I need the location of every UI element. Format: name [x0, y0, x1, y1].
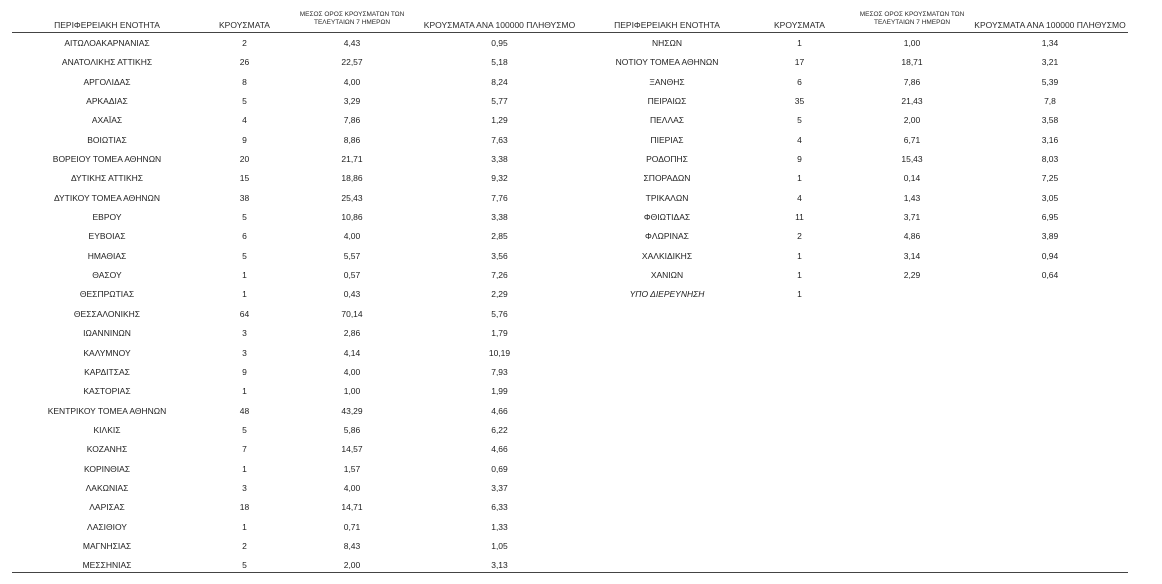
cell-per100k: 2,85 [491, 231, 508, 242]
table-row [582, 207, 1128, 226]
cell-per100k: 0,94 [1041, 250, 1059, 261]
table-row [12, 130, 582, 149]
cell-region: ΚΟΡΙΝΘΙΑΣ [83, 463, 131, 474]
header-avg-line1: ΜΕΣΟΣ ΟΡΟΣ ΚΡΟΥΣΜΑΤΩΝ ΤΩΝ [859, 11, 965, 18]
cell-region: ΦΛΩΡΙΝΑΣ [645, 231, 689, 242]
table-row [582, 110, 1128, 129]
table-row [582, 226, 1128, 245]
cell-avg: 18,86 [341, 173, 363, 184]
cell-avg: 5,57 [343, 250, 361, 261]
cell-avg: 21,43 [901, 96, 923, 107]
cell-region: ΞΑΝΘΗΣ [649, 76, 685, 87]
cell-cases: 2 [797, 231, 802, 242]
cell-per100k: 5,18 [491, 57, 508, 68]
cell-cases: 8 [242, 76, 247, 87]
cell-cases: 1 [242, 270, 247, 281]
table-row [12, 459, 582, 478]
cell-avg: 4,00 [343, 366, 361, 377]
cell-cases: 1 [797, 270, 802, 281]
cell-region: ΧΑΝΙΩΝ [650, 270, 684, 281]
cell-region: ΑΡΓΟΛΙΔΑΣ [83, 76, 131, 87]
right-table-body [582, 33, 1128, 304]
cell-region: ΚΑΣΤΟΡΙΑΣ [83, 386, 131, 397]
cell-region: ΝΟΤΙΟΥ ΤΟΜΕΑ ΑΘΗΝΩΝ [615, 57, 719, 68]
cell-region: ΒΟΙΩΤΙΑΣ [87, 134, 127, 145]
cell-region: ΗΜΑΘΙΑΣ [87, 250, 127, 261]
table-row [12, 149, 582, 168]
cell-cases: 5 [242, 560, 247, 571]
table-row [12, 381, 582, 400]
cell-per100k: 3,21 [1041, 57, 1059, 68]
table-row [582, 130, 1128, 149]
cell-avg: 10,86 [341, 212, 363, 223]
cell-avg: 4,00 [343, 76, 361, 87]
table-row [12, 168, 582, 187]
cell-avg: 25,43 [341, 192, 363, 203]
cell-per100k: 6,95 [1041, 212, 1059, 223]
cell-cases: 1 [797, 38, 802, 48]
cell-cases: 15 [239, 173, 250, 184]
cell-cases: 4 [797, 192, 802, 203]
table-row [582, 168, 1128, 187]
table-row [582, 33, 1128, 52]
table-row [12, 343, 582, 362]
cell-per100k: 1,29 [491, 115, 508, 126]
cell-per100k: 3,89 [1041, 231, 1059, 242]
cell-region: ΚΟΖΑΝΗΣ [86, 444, 128, 455]
table-row [582, 91, 1128, 110]
cell-cases: 9 [242, 366, 247, 377]
cell-avg: 0,43 [343, 289, 361, 300]
table-row [582, 284, 1128, 303]
header-avg-line2: ΤΕΛΕΥΤΑΙΩΝ 7 ΗΜΕΡΩΝ [313, 19, 391, 26]
table-row [12, 188, 582, 207]
cell-per100k: 7,25 [1041, 173, 1059, 184]
cell-per100k: 6,22 [491, 424, 508, 435]
cell-cases: 6 [242, 231, 247, 242]
cell-per100k: 1,34 [1041, 38, 1059, 48]
cell-region: ΠΕΙΡΑΙΩΣ [647, 96, 687, 107]
table-row [12, 478, 582, 497]
table-row [582, 149, 1128, 168]
cell-avg: 0,57 [343, 270, 361, 281]
cell-region: ΘΑΣΟΥ [92, 270, 122, 281]
cell-cases: 3 [242, 482, 247, 493]
cell-cases: 1 [242, 521, 247, 532]
cell-per100k: 3,56 [491, 250, 508, 261]
cell-per100k: 3,13 [491, 560, 508, 571]
cell-per100k: 1,99 [491, 386, 508, 397]
cell-per100k: 5,39 [1041, 76, 1059, 87]
cell-cases: 2 [242, 540, 247, 551]
cell-cases: 64 [239, 308, 250, 319]
cell-region: ΔΥΤΙΚΟΥ ΤΟΜΕΑ ΑΘΗΝΩΝ [53, 192, 161, 203]
cell-region: ΔΥΤΙΚΗΣ ΑΤΤΙΚΗΣ [70, 173, 144, 184]
left-table-header [12, 0, 582, 33]
cell-region: ΠΙΕΡΙΑΣ [650, 134, 684, 145]
cell-per100k: 8,24 [491, 76, 508, 87]
cell-avg: 4,86 [903, 231, 921, 242]
cell-cases: 2 [242, 38, 247, 48]
cell-cases: 9 [797, 154, 802, 165]
cell-per100k: 1,05 [491, 540, 508, 551]
cell-avg: 6,71 [903, 134, 921, 145]
header-region: ΠΕΡΙΦΕΡΕΙΑΚΗ ΕΝΟΤΗΤΑ [54, 20, 160, 30]
table-row [12, 362, 582, 381]
cell-cases: 1 [242, 289, 247, 300]
cell-cases: 4 [797, 134, 802, 145]
cell-region: ΛΑΚΩΝΙΑΣ [85, 482, 129, 493]
table-row [12, 207, 582, 226]
cell-cases: 6 [797, 76, 802, 87]
cell-avg: 7,86 [343, 115, 361, 126]
cell-region: ΠΕΛΛΑΣ [649, 115, 685, 126]
cell-per100k: 7,26 [491, 270, 508, 281]
cell-region: ΘΕΣΣΑΛΟΝΙΚΗΣ [73, 308, 141, 319]
table-row [12, 401, 582, 420]
cell-cases: 5 [242, 212, 247, 223]
cell-avg: 22,57 [341, 57, 363, 68]
cell-cases: 1 [242, 463, 247, 474]
cell-region: ΑΡΚΑΔΙΑΣ [86, 96, 128, 107]
cell-avg: 4,00 [343, 231, 361, 242]
cell-cases: 48 [239, 405, 250, 416]
cell-cases: 9 [242, 134, 247, 145]
cell-region: ΚΕΝΤΡΙΚΟΥ ΤΟΜΕΑ ΑΘΗΝΩΝ [47, 405, 167, 416]
table-row [12, 304, 582, 323]
cell-cases: 5 [242, 424, 247, 435]
header-avg [287, 11, 417, 27]
cell-per100k: 7,8 [1044, 96, 1056, 107]
cell-avg: 8,43 [343, 540, 361, 551]
cell-per100k: 2,29 [491, 289, 508, 300]
cell-avg: 2,00 [343, 560, 361, 571]
cell-avg: 18,71 [901, 57, 923, 68]
cell-avg: 1,00 [343, 386, 361, 397]
left-table [12, 0, 582, 575]
cell-cases: 5 [797, 115, 802, 126]
cell-avg: 7,86 [903, 76, 921, 87]
cell-per100k: 3,05 [1041, 192, 1059, 203]
cell-per100k: 0,95 [491, 38, 508, 48]
cell-cases: 1 [797, 289, 802, 300]
cell-per100k: 1,79 [491, 328, 508, 339]
left-table-body [12, 33, 582, 575]
table-row [12, 265, 582, 284]
table-row [12, 284, 582, 303]
table-row [12, 536, 582, 555]
table-row [582, 72, 1128, 91]
table-row [12, 33, 582, 52]
cell-avg: 15,43 [901, 154, 923, 165]
cell-region: ΒΟΡΕΙΟΥ ΤΟΜΕΑ ΑΘΗΝΩΝ [52, 154, 162, 165]
cell-per100k: 10,19 [488, 347, 511, 358]
cell-cases: 35 [794, 96, 805, 107]
cell-per100k: 7,93 [491, 366, 508, 377]
table-row [12, 91, 582, 110]
table-row [12, 110, 582, 129]
cell-cases: 1 [797, 173, 802, 184]
cell-avg: 70,14 [341, 308, 363, 319]
cell-cases: 3 [242, 328, 247, 339]
cell-avg: 2,00 [903, 115, 921, 126]
cell-avg: 5,86 [343, 424, 361, 435]
cell-region: ΜΕΣΣΗΝΙΑΣ [82, 560, 132, 571]
table-row [12, 497, 582, 516]
right-table-header [582, 0, 1128, 33]
header-avg-line2: ΤΕΛΕΥΤΑΙΩΝ 7 ΗΜΕΡΩΝ [873, 19, 951, 26]
cell-region: ΙΩΑΝΝΙΝΩΝ [83, 328, 131, 339]
cell-cases: 1 [242, 386, 247, 397]
header-region: ΠΕΡΙΦΕΡΕΙΑΚΗ ΕΝΟΤΗΤΑ [614, 20, 720, 30]
cell-cases: 26 [239, 57, 250, 68]
cell-avg: 1,00 [903, 38, 921, 48]
table-row [12, 517, 582, 536]
cell-per100k: 5,77 [491, 96, 508, 107]
table-row [12, 439, 582, 458]
cell-per100k: 0,64 [1041, 270, 1059, 281]
cell-avg: 8,86 [343, 134, 361, 145]
cell-cases: 3 [242, 347, 247, 358]
cell-per100k: 7,76 [491, 192, 508, 203]
cell-region: ΥΠΟ ΔΙΕΡΕΥΝΗΣΗ [629, 289, 705, 300]
cell-region: ΑΧΑΪΑΣ [91, 115, 123, 126]
table-row [12, 420, 582, 439]
table-row [12, 72, 582, 91]
cell-per100k: 1,33 [491, 521, 508, 532]
cell-per100k: 9,32 [491, 173, 508, 184]
cell-avg: 14,71 [341, 502, 363, 513]
cell-region: ΛΑΡΙΣΑΣ [89, 502, 125, 513]
cell-per100k: 7,63 [491, 134, 508, 145]
cell-region: ΘΕΣΠΡΩΤΙΑΣ [79, 289, 135, 300]
cell-region: ΑΙΤΩΛΟΑΚΑΡΝΑΝΙΑΣ [64, 38, 150, 48]
cell-per100k: 3,38 [491, 212, 508, 223]
cell-avg: 21,71 [341, 154, 363, 165]
header-avg [847, 11, 977, 27]
cell-region: ΚΙΛΚΙΣ [93, 424, 121, 435]
table-row [12, 323, 582, 342]
table-row [582, 246, 1128, 265]
cell-avg: 43,29 [341, 405, 363, 416]
cell-region: ΡΟΔΟΠΗΣ [646, 154, 688, 165]
cell-avg: 14,57 [341, 444, 363, 455]
cell-avg: 3,14 [903, 250, 921, 261]
header-per100k: ΚΡΟΥΣΜΑΤΑ ΑΝΑ 100000 ΠΛΗΘΥΣΜΟ [974, 20, 1126, 30]
cell-region: ΚΑΛΥΜΝΟΥ [83, 347, 131, 358]
cell-per100k: 0,69 [491, 463, 508, 474]
cell-avg: 4,43 [343, 38, 361, 48]
cell-region: ΝΗΣΩΝ [651, 38, 683, 48]
cell-per100k: 8,03 [1041, 154, 1059, 165]
cell-region: ΤΡΙΚΑΛΩΝ [645, 192, 689, 203]
cell-cases: 7 [242, 444, 247, 455]
table-row [12, 226, 582, 245]
cell-region: ΚΑΡΔΙΤΣΑΣ [84, 366, 130, 377]
header-per100k: ΚΡΟΥΣΜΑΤΑ ΑΝΑ 100000 ΠΛΗΘΥΣΜΟ [423, 20, 576, 30]
cell-cases: 4 [242, 115, 247, 126]
cell-per100k: 4,66 [491, 405, 508, 416]
cell-cases: 5 [242, 96, 247, 107]
cell-avg: 2,29 [903, 270, 921, 281]
cell-per100k: 3,37 [491, 482, 508, 493]
cell-region: ΣΠΟΡΑΔΩΝ [643, 173, 691, 184]
cell-region: ΕΒΡΟΥ [92, 212, 122, 223]
cell-region: ΜΑΓΝΗΣΙΑΣ [82, 540, 132, 551]
cell-region: ΦΘΙΩΤΙΔΑΣ [643, 212, 691, 223]
cell-avg: 1,57 [343, 463, 361, 474]
cell-avg: 3,71 [903, 212, 921, 223]
cell-avg: 3,29 [343, 96, 361, 107]
cell-per100k: 4,66 [491, 444, 508, 455]
cell-cases: 20 [239, 154, 250, 165]
header-avg-line1: ΜΕΣΟΣ ΟΡΟΣ ΚΡΟΥΣΜΑΤΩΝ ΤΩΝ [299, 11, 405, 18]
header-cases: ΚΡΟΥΣΜΑΤΑ [219, 20, 270, 30]
cell-region: ΧΑΛΚΙΔΙΚΗΣ [641, 250, 693, 261]
cell-cases: 5 [242, 250, 247, 261]
cell-avg: 0,14 [903, 173, 921, 184]
cell-cases: 38 [239, 192, 250, 203]
cell-per100k: 3,38 [491, 154, 508, 165]
cell-per100k: 6,33 [491, 502, 508, 513]
table-row [12, 246, 582, 265]
cell-avg: 0,71 [343, 521, 361, 532]
cell-cases: 17 [794, 57, 805, 68]
table-row [582, 265, 1128, 284]
cell-region: ΑΝΑΤΟΛΙΚΗΣ ΑΤΤΙΚΗΣ [61, 57, 153, 68]
cell-avg: 1,43 [903, 192, 921, 203]
cell-per100k: 3,58 [1041, 115, 1059, 126]
table-row [582, 52, 1128, 71]
table-row [12, 52, 582, 71]
cell-region: ΕΥΒΟΙΑΣ [88, 231, 126, 242]
cell-region: ΛΑΣΙΘΙΟΥ [87, 521, 127, 532]
cell-avg: 4,14 [343, 347, 361, 358]
cell-avg: 4,00 [343, 482, 361, 493]
right-table [582, 0, 1128, 304]
bottom-rule [12, 572, 1128, 573]
cell-cases: 18 [239, 502, 250, 513]
header-cases: ΚΡΟΥΣΜΑΤΑ [774, 20, 825, 30]
table-row [582, 188, 1128, 207]
cell-cases: 1 [797, 250, 802, 261]
cell-per100k: 5,76 [491, 308, 508, 319]
cell-cases: 11 [795, 212, 804, 223]
cell-avg: 2,86 [343, 328, 361, 339]
cell-per100k: 3,16 [1041, 134, 1059, 145]
